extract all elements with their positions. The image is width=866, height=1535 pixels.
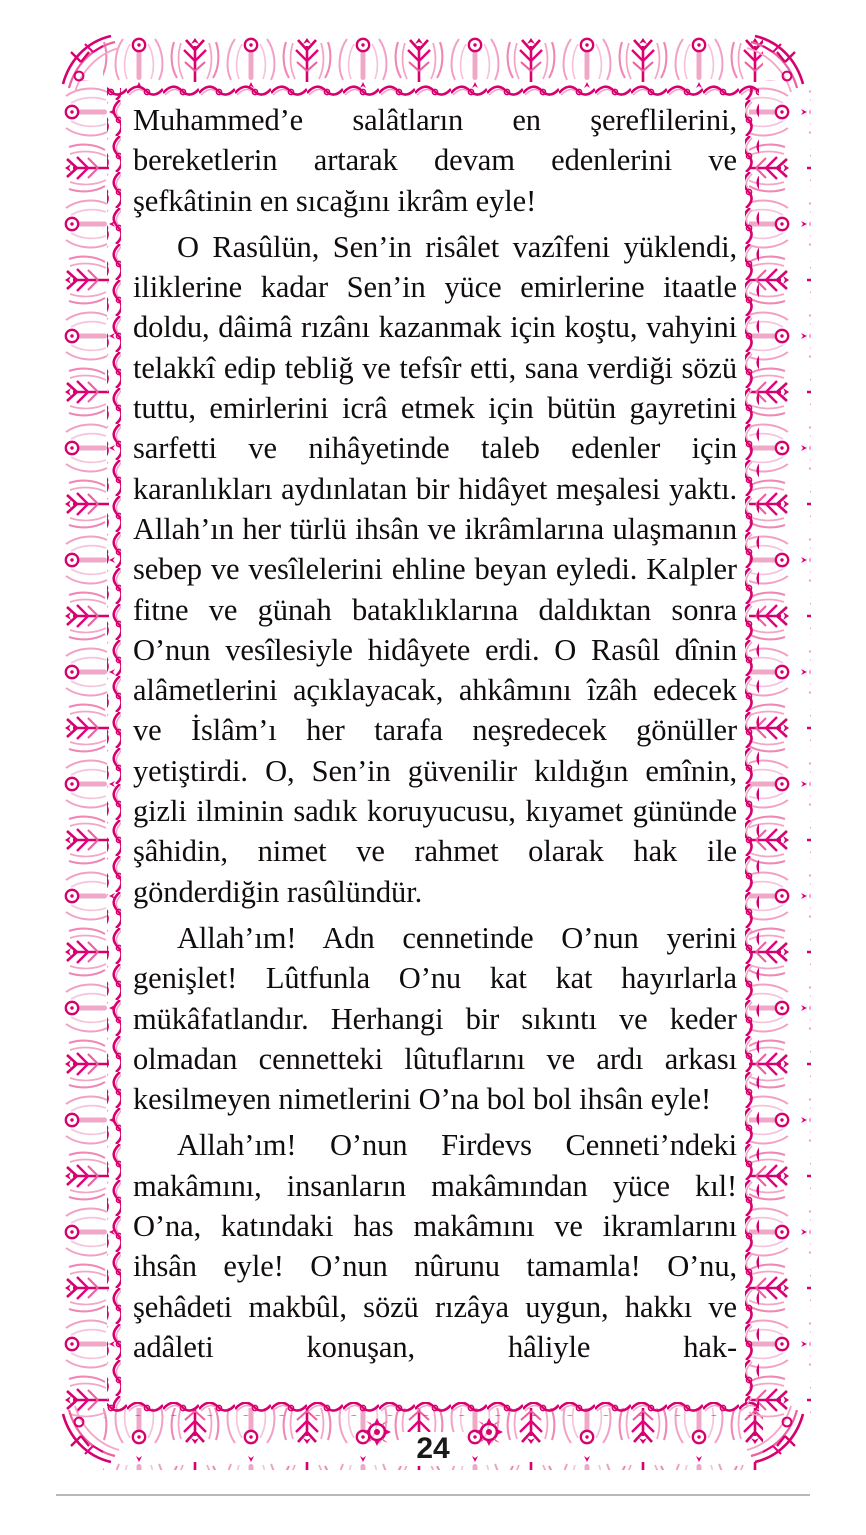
page-number: 24 (400, 1432, 465, 1466)
paragraph-1: Muhammed’e salâtların en şereflilerini, bereketlerin artarak devam edenlerini ve şefkâtinin en sıcağını ikrâm eyle! (133, 103, 737, 218)
body-text-column (133, 100, 737, 1420)
paragraph-4: Allah’ım! O’nun Firdevs Cenneti’ndeki makâmını, insanların makâmından yüce kıl! O’na, katındaki has makâmını ve ikramlarını ihsân eyle! O’nun nûrunu tamamla! O’nu, şehâdeti makbûl, sözü rızâya uygun, hakkı ve adâleti konuşan, hâliyle hak- (133, 1128, 737, 1364)
paragraph-3: Allah’ım! Adn cennetinde O’nun yerini genişlet! Lûtfunla O’nu kat kat hayırlarla mükâfatlandır. Herhangi bir sıkıntı ve keder olmadan cennetteki lûtuflarını ve ardı arkası kesilmeyen nimetlerini O’na bol bol ihsân eyle! (133, 920, 737, 1117)
paragraph-2: O Rasûlün, Sen’in risâlet vazîfeni yüklendi, iliklerine kadar Sen’in yüce emirlerine itaatle doldu, dâimâ rızânı kazanmak için koştu, vahyini telakkî edip tebliğ ve tefsîr etti, sana verdiği sözü tuttu, emirlerini icrâ etmek için bütün gayretini sarfetti ve nihâyetinde taleb edenler için karanlıkları aydınlatan bir hidâyet meşalesi yaktı. Allah’ın her türlü ihsân ve ikrâmlarına ulaşmanın sebep ve vesîlelerini ehline beyan eyledi. Kalpler fitne ve günah bataklıklarına daldıktan sonra O’nun vesîlesiyle hidâyete erdi. O Rasûl dînin alâmetlerini açıklayacak, ahkâmını îzâh edecek ve İslâm’ı her tarafa neşredecek gönüller yetiştirdi. O, Sen’in güvenilir kıldığın emînin, gizli ilminin sadık koruyucusu, kıyamet gününde şâhidin, nimet ve rahmet olarak hak ile gönderdiğin rasûlündür. (133, 229, 737, 909)
page-number-container (0, 1432, 866, 1466)
bottom-divider (56, 1494, 810, 1496)
